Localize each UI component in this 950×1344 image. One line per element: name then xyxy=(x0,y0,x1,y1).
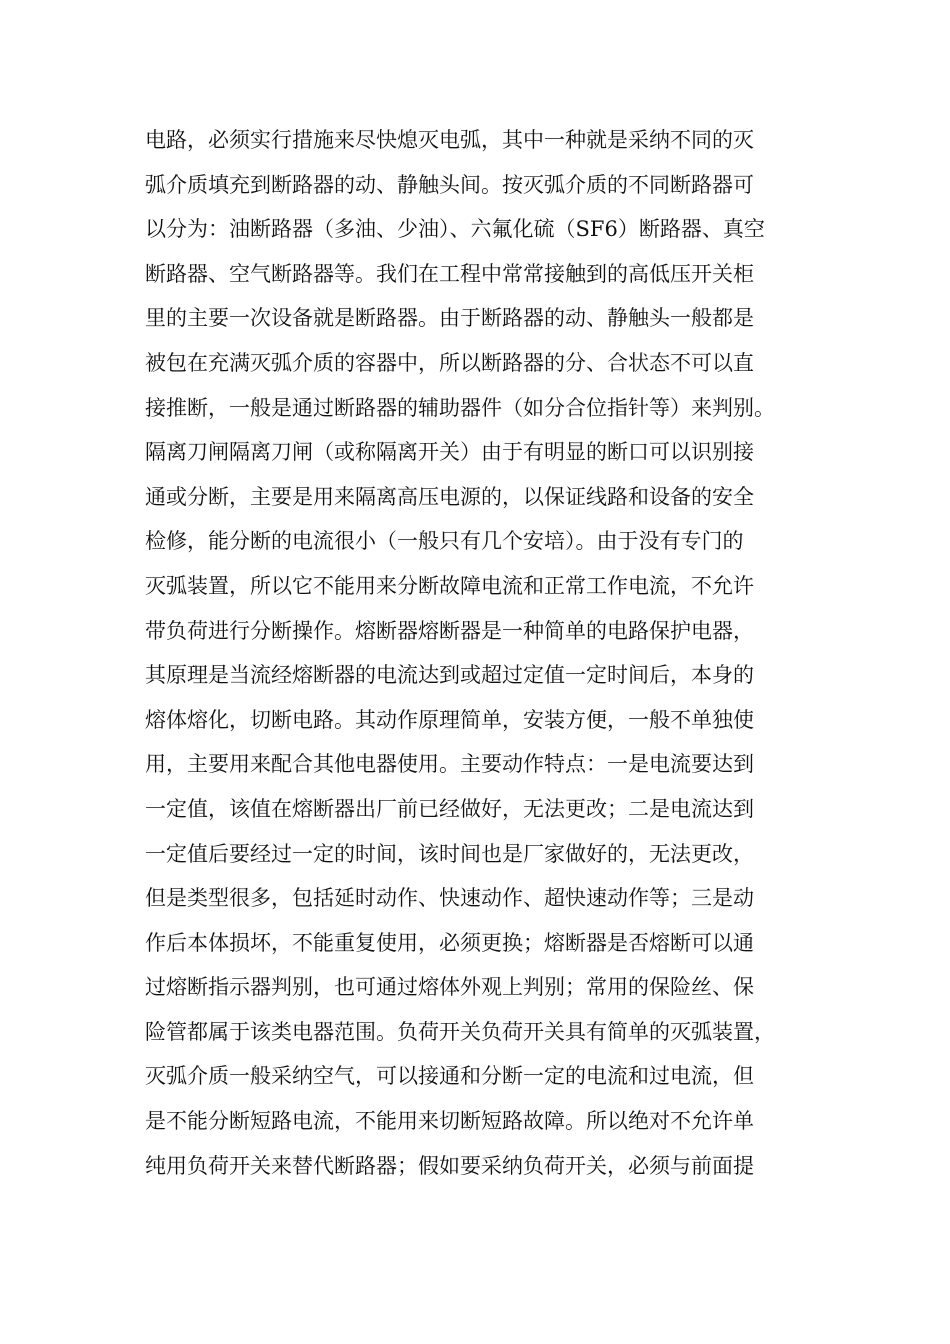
text-line: 被包在充满灭弧介质的容器中，所以断路器的分、合状态不可以直 xyxy=(145,350,754,375)
text-line: 熔体熔化，切断电路。其动作原理简单，安装方便，一般不单独使 xyxy=(145,707,754,732)
text-line: 弧介质填充到断路器的动、静触头间。按灭弧介质的不同断路器可 xyxy=(145,172,754,197)
text-line: 隔离刀闸隔离刀闸（或称隔离开关）由于有明显的断口可以识别接 xyxy=(145,440,754,465)
text-line: 但是类型很多，包括延时动作、快速动作、超快速动作等；三是动 xyxy=(145,886,754,911)
body-text xyxy=(145,118,825,1188)
text-line: 灭弧装置，所以它不能用来分断故障电流和正常工作电流，不允许 xyxy=(145,573,754,598)
text-line: 是不能分断短路电流，不能用来切断短路故障。所以绝对不允许单 xyxy=(145,1109,754,1134)
text-line: 用，主要用来配合其他电器使用。主要动作特点：一是电流要达到 xyxy=(145,752,754,777)
text-line: 检修，能分断的电流很小（一般只有几个安培）。由于没有专门的 xyxy=(145,529,744,554)
text-line: 电路，必须实行措施来尽快熄灭电弧，其中一种就是采纳不同的灭 xyxy=(145,128,754,152)
text-line: 接推断，一般是通过断路器的辅助器件（如分合位指针等）来判别。 xyxy=(145,395,775,420)
text-line: 带负荷进行分断操作。熔断器熔断器是一种简单的电路保护电器， xyxy=(145,618,754,643)
text-line: 险管都属于该类电器范围。负荷开关负荷开关具有简单的灭弧装置， xyxy=(145,1019,775,1044)
text-line: 作后本体损坏，不能重复使用，必须更换；熔断器是否熔断可以通 xyxy=(145,930,754,955)
text-line: 里的主要一次设备就是断路器。由于断路器的动、静触头一般都是 xyxy=(145,306,754,331)
text-line: 过熔断指示器判别，也可通过熔体外观上判别；常用的保险丝、保 xyxy=(145,975,754,1000)
text-line: 纯用负荷开关来替代断路器；假如要采纳负荷开关，必须与前面提 xyxy=(145,1153,754,1178)
text-line: 以分为：油断路器（多油、少油）、六氟化硫（SF6）断路器、真空 xyxy=(145,217,765,242)
text-line: 一定值后要经过一定的时间，该时间也是厂家做好的，无法更改， xyxy=(145,841,754,866)
text-line: 灭弧介质一般采纳空气，可以接通和分断一定的电流和过电流，但 xyxy=(145,1064,754,1089)
text-line: 其原理是当流经熔断器的电流达到或超过定值一定时间后，本身的 xyxy=(145,663,754,688)
text-line: 通或分断，主要是用来隔离高压电源的，以保证线路和设备的安全 xyxy=(145,484,754,509)
text-line: 一定值，该值在熔断器出厂前已经做好，无法更改；二是电流达到 xyxy=(145,796,754,821)
text-line: 断路器、空气断路器等。我们在工程中常常接触到的高低压开关柜 xyxy=(145,261,754,286)
